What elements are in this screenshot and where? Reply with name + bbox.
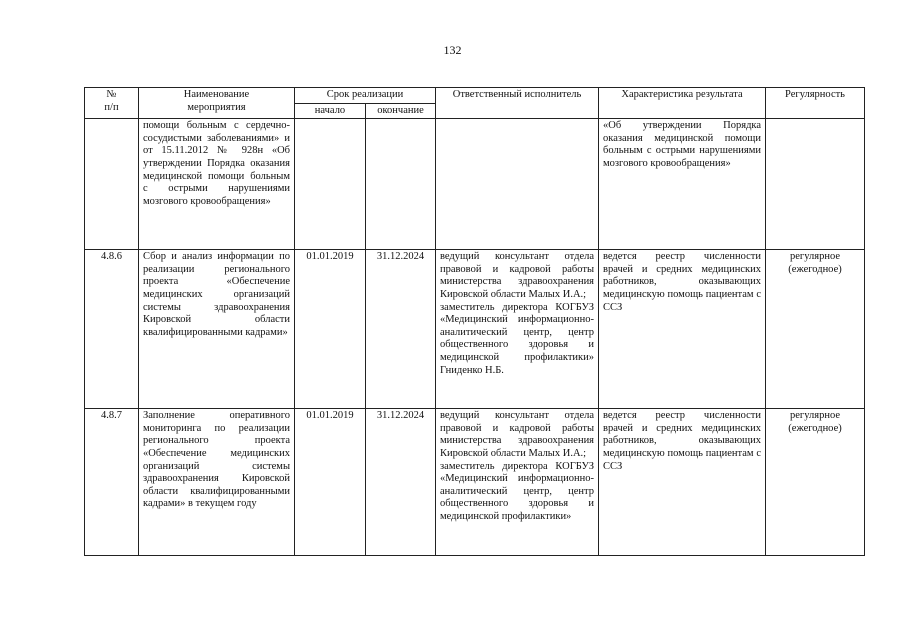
cell-start: 01.01.2019: [295, 409, 366, 556]
cell-result: ведется реестр численности врачей и средних медицинских работников, оказывающих медицинскую помощь пациентам с ССЗ: [599, 409, 766, 556]
table-row: [85, 250, 865, 409]
cell-num: 4.8.7: [85, 409, 139, 556]
header-end: окончание: [366, 103, 436, 119]
header-num: № п/п: [85, 88, 139, 119]
cell-name: помощи больным с сердечно-сосудистыми заболеваниями» и от 15.11.2012 № 928н «Об утверждении Порядка оказания медицинской помощи больным с острыми нарушениями мозгового кровообращения»: [139, 119, 295, 250]
page-number: 132: [443, 43, 462, 57]
cell-regularity: [766, 119, 865, 250]
cell-name: Сбор и анализ информации по реализации регионального проекта «Обеспечение медицинских организаций системы здравоохранения Кировской области квалифицированными кадрами»: [139, 250, 295, 409]
table-row: [85, 409, 865, 556]
cell-result: ведется реестр численности врачей и средних медицинских работников, оказывающих медицинскую помощь пациентам с ССЗ: [599, 250, 766, 409]
cell-num: 4.8.6: [85, 250, 139, 409]
cell-name: Заполнение оперативного мониторинга по реализации регионального проекта «Обеспечение медицинских организаций системы здравоохранения Кировской области квалифицированными кадрами» в текущем году: [139, 409, 295, 556]
header-name: Наименование мероприятия: [139, 88, 295, 119]
cell-start: 01.01.2019: [295, 250, 366, 409]
header-executor: Ответственный исполнитель: [436, 88, 599, 119]
cell-end: 31.12.2024: [366, 409, 436, 556]
cell-result: «Об утверждении Порядка оказания медицинской помощи больным с острыми нарушениями мозгового кровообращения»: [599, 119, 766, 250]
cell-regularity: регулярное (ежегодное): [766, 250, 865, 409]
table-row: [85, 119, 865, 250]
header-start: начало: [295, 103, 366, 119]
cell-num: [85, 119, 139, 250]
header-regularity: Регулярность: [766, 88, 865, 119]
header-result: Характеристика результата: [599, 88, 766, 119]
cell-executor: [436, 119, 599, 250]
cell-end: [366, 119, 436, 250]
cell-start: [295, 119, 366, 250]
cell-end: 31.12.2024: [366, 250, 436, 409]
cell-executor: ведущий консультант отдела правовой и кадровой работы министерства здравоохранения Кировской области Малых И.А.; заместитель директора КОГБУЗ «Медицинский информационно-аналитический центр, центр общественного здоровья и медицинской профилактики»: [436, 409, 599, 556]
header-period: Срок реализации: [295, 88, 436, 104]
header-row: [85, 88, 865, 104]
plan-table: [84, 87, 865, 556]
cell-executor: ведущий консультант отдела правовой и кадровой работы министерства здравоохранения Кировской области Малых И.А.; заместитель директора КОГБУЗ «Медицинский информационно-аналитический центр, центр общественного здоровья и медицинской профилактики» Гниденко Н.Б.: [436, 250, 599, 409]
cell-regularity: регулярное (ежегодное): [766, 409, 865, 556]
